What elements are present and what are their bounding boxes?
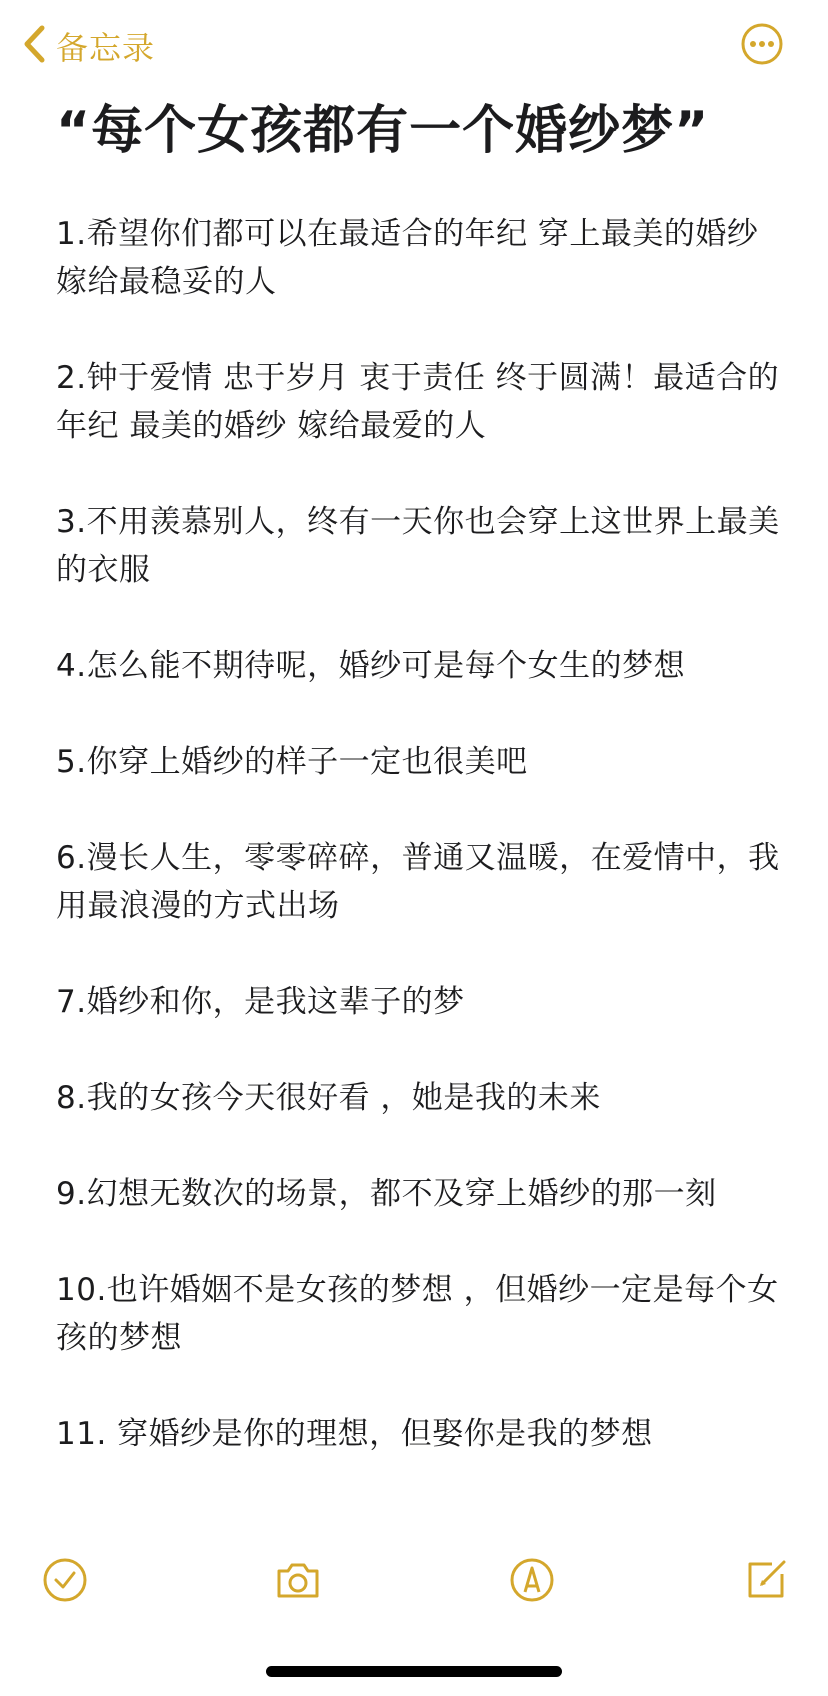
back-label: 备忘录 [56, 29, 156, 67]
note-paragraph: 1.希望你们都可以在最适合的年纪 穿上最美的婚纱 嫁给最稳妥的人 [56, 216, 759, 300]
note-title[interactable]: “每个女孩都有一个婚纱梦” [56, 101, 710, 161]
note-paragraph: 11. 穿婚纱是你的理想，但娶你是我的梦想 [56, 1416, 653, 1452]
note-paragraph: 9.幻想无数次的场景，都不及穿上婚纱的那一刻 [56, 1176, 717, 1212]
checklist-button[interactable] [41, 1556, 89, 1604]
note-paragraph: 10.也许婚姻不是女孩的梦想 ，但婚纱一定是每个女孩的梦想 [56, 1272, 779, 1356]
note-paragraph: 6.漫长人生，零零碎碎，普通又温暖，在爱情中，我用最浪漫的方式出场 [56, 840, 780, 924]
note-paragraph: 2.钟于爱情 忠于岁月 衷于责任 终于圆满！最适合的年纪 最美的婚纱 嫁给最爱的人 [56, 360, 780, 444]
note-paragraph: 7.婚纱和你，是我这辈子的梦 [56, 984, 465, 1020]
markup-pen-icon [508, 1589, 556, 1608]
checklist-icon [41, 1589, 89, 1608]
note-paragraph: 8.我的女孩今天很好看 ，她是我的未来 [56, 1080, 601, 1116]
more-options-button[interactable] [740, 22, 784, 66]
home-indicator[interactable] [266, 1666, 562, 1677]
back-button[interactable] [22, 22, 155, 70]
compose-button[interactable] [742, 1556, 790, 1604]
compose-icon [742, 1589, 790, 1608]
note-paragraph: 5.你穿上婚纱的样子一定也很美吧 [56, 744, 528, 780]
note-paragraph: 3.不用羡慕别人，终有一天你也会穿上这世界上最美的衣服 [56, 504, 780, 588]
ellipsis-circle-icon [740, 51, 784, 70]
chevron-left-icon [22, 24, 46, 68]
camera-icon [274, 1589, 322, 1608]
markup-button[interactable] [508, 1556, 556, 1604]
note-paragraph: 4.怎么能不期待呢，婚纱可是每个女生的梦想 [56, 648, 686, 684]
note-body[interactable] [56, 210, 786, 1506]
bottom-toolbar [0, 1556, 828, 1616]
camera-button[interactable] [274, 1556, 322, 1604]
navigation-bar [0, 0, 828, 92]
